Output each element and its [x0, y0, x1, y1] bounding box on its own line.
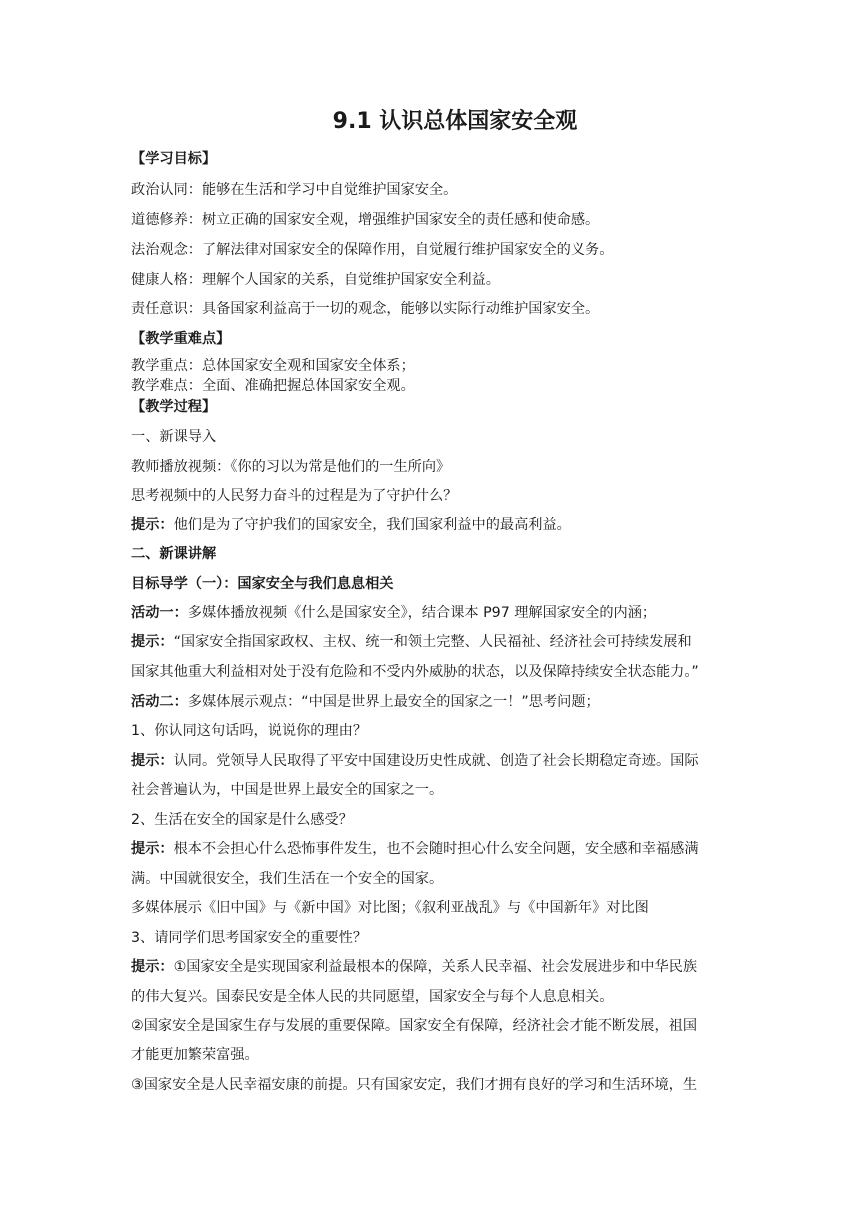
text-line [131, 575, 734, 593]
text-segment: 根本不会担心什么恐怖事件发生，也不会随时担心什么安全问题，安全感和幸福感满 [173, 841, 699, 857]
text-line [131, 988, 734, 1006]
text-line [131, 811, 734, 829]
text-line [131, 1046, 734, 1064]
text-segment: 一、新课导入 [131, 429, 217, 445]
bold-label: 活动一： [131, 605, 188, 621]
page-title: 9.1 认识总体国家安全观 [332, 109, 578, 134]
text-segment: 健康人格：理解个人国家的关系，自觉维护国家安全利益。 [131, 272, 500, 288]
text-segment: 多媒体播放视频《什么是国家安全》，结合课本 P97 理解国家安全的内涵； [187, 605, 657, 621]
text-segment: ③国家安全是人民幸福安康的前提。只有国家安定，我们才拥有良好的学习和生活环境，生 [131, 1077, 698, 1093]
text-line [131, 604, 734, 622]
bold-label: 【教学过程】 [131, 399, 217, 415]
bold-label: 提示： [131, 753, 174, 769]
text-line [131, 752, 734, 770]
text-line [131, 150, 734, 168]
text-segment: 国家其他重大利益相对处于没有危险和不受内外威胁的状态，以及保障持续安全状态能力。” [131, 664, 699, 680]
text-segment: 3、请同学们思考国家安全的重要性？ [131, 930, 368, 946]
text-segment: 责任意识：具备国家利益高于一切的观念，能够以实际行动维护国家安全。 [131, 301, 600, 317]
text-segment: ①国家安全是实现国家利益最根本的保障，关系人民幸福、社会发展进步和中华民族 [173, 959, 698, 975]
text-segment: 多媒体展示《旧中国》与《新中国》对比图；《叙利亚战乱》与《中国新年》对比图 [131, 900, 649, 916]
text-line [131, 722, 734, 740]
text-segment: 的伟大复兴。国泰民安是全体人民的共同愿望，国家安全与每个人息息相关。 [131, 989, 614, 1005]
text-line [131, 398, 734, 416]
text-line [131, 545, 734, 563]
text-segment: 认同。党领导人民取得了平安中国建设历史性成就、创造了社会长期稳定奇迹。国际 [173, 753, 699, 769]
text-segment: 法治观念：了解法律对国家安全的保障作用，自觉履行维护国家安全的义务。 [131, 242, 614, 258]
text-segment: 满。中国就很安全，我们生活在一个安全的国家。 [131, 871, 444, 887]
text-segment: 才能更加繁荣富强。 [131, 1047, 259, 1063]
text-segment: 思考视频中的人民努力奋斗的过程是为了守护什么？ [131, 488, 458, 504]
bold-label: 目标导学（一）：国家安全与我们息息相关 [131, 576, 394, 592]
text-line [131, 458, 734, 476]
text-line [131, 357, 734, 375]
text-segment: 政治认同：能够在生活和学习中自觉维护国家安全。 [131, 182, 458, 198]
text-segment: 1、你认同这句话吗，说说你的理由？ [131, 723, 368, 739]
text-line [131, 840, 734, 858]
text-line [131, 330, 734, 348]
text-line [131, 300, 734, 318]
bold-label: 提示： [131, 517, 174, 533]
bold-label: 提示： [131, 841, 174, 857]
text-line [131, 377, 734, 395]
text-line [131, 663, 734, 681]
text-line [131, 929, 734, 947]
text-line [131, 241, 734, 259]
bold-label: 提示： [131, 634, 174, 650]
bold-label: 【学习目标】 [131, 151, 217, 167]
bold-label: 二、新课讲解 [131, 546, 217, 562]
text-line [131, 428, 734, 446]
text-line [131, 899, 734, 917]
text-line [131, 1017, 734, 1035]
text-segment: 道德修养：树立正确的国家安全观，增强维护国家安全的责任感和使命感。 [131, 212, 600, 228]
bold-label: 【教学重难点】 [131, 331, 231, 347]
text-segment: ②国家安全是国家生存与发展的重要保障。国家安全有保障，经济社会才能不断发展，祖国 [131, 1018, 698, 1034]
text-segment: “国家安全指国家政权、主权、统一和领土完整、人民福祉、经济社会可持续发展和 [173, 634, 692, 650]
text-segment: 社会普遍认为，中国是世界上最安全的国家之一。 [131, 782, 444, 798]
text-segment: 教学难点：全面、准确把握总体国家安全观。 [131, 378, 415, 394]
text-segment: 教学重点：总体国家安全观和国家安全体系； [131, 358, 415, 374]
text-segment: 多媒体展示观点：“中国是世界上最安全的国家之一！”思考问题； [187, 694, 600, 710]
text-line [131, 271, 734, 289]
text-line [131, 1076, 734, 1094]
bold-label: 活动二： [131, 694, 188, 710]
text-line [131, 958, 734, 976]
text-line [131, 487, 734, 505]
bold-label: 提示： [131, 959, 174, 975]
text-line [131, 633, 734, 651]
text-line [131, 181, 734, 199]
text-line [131, 516, 734, 534]
text-segment: 他们是为了守护我们的国家安全，我们国家利益中的最高利益。 [173, 517, 571, 533]
text-line [131, 211, 734, 229]
text-line [131, 870, 734, 888]
text-line [131, 693, 734, 711]
text-line [131, 781, 734, 799]
text-segment: 教师播放视频：《你的习以为常是他们的一生所向》 [131, 459, 451, 475]
text-segment: 2、生活在安全的国家是什么感受？ [131, 812, 353, 828]
